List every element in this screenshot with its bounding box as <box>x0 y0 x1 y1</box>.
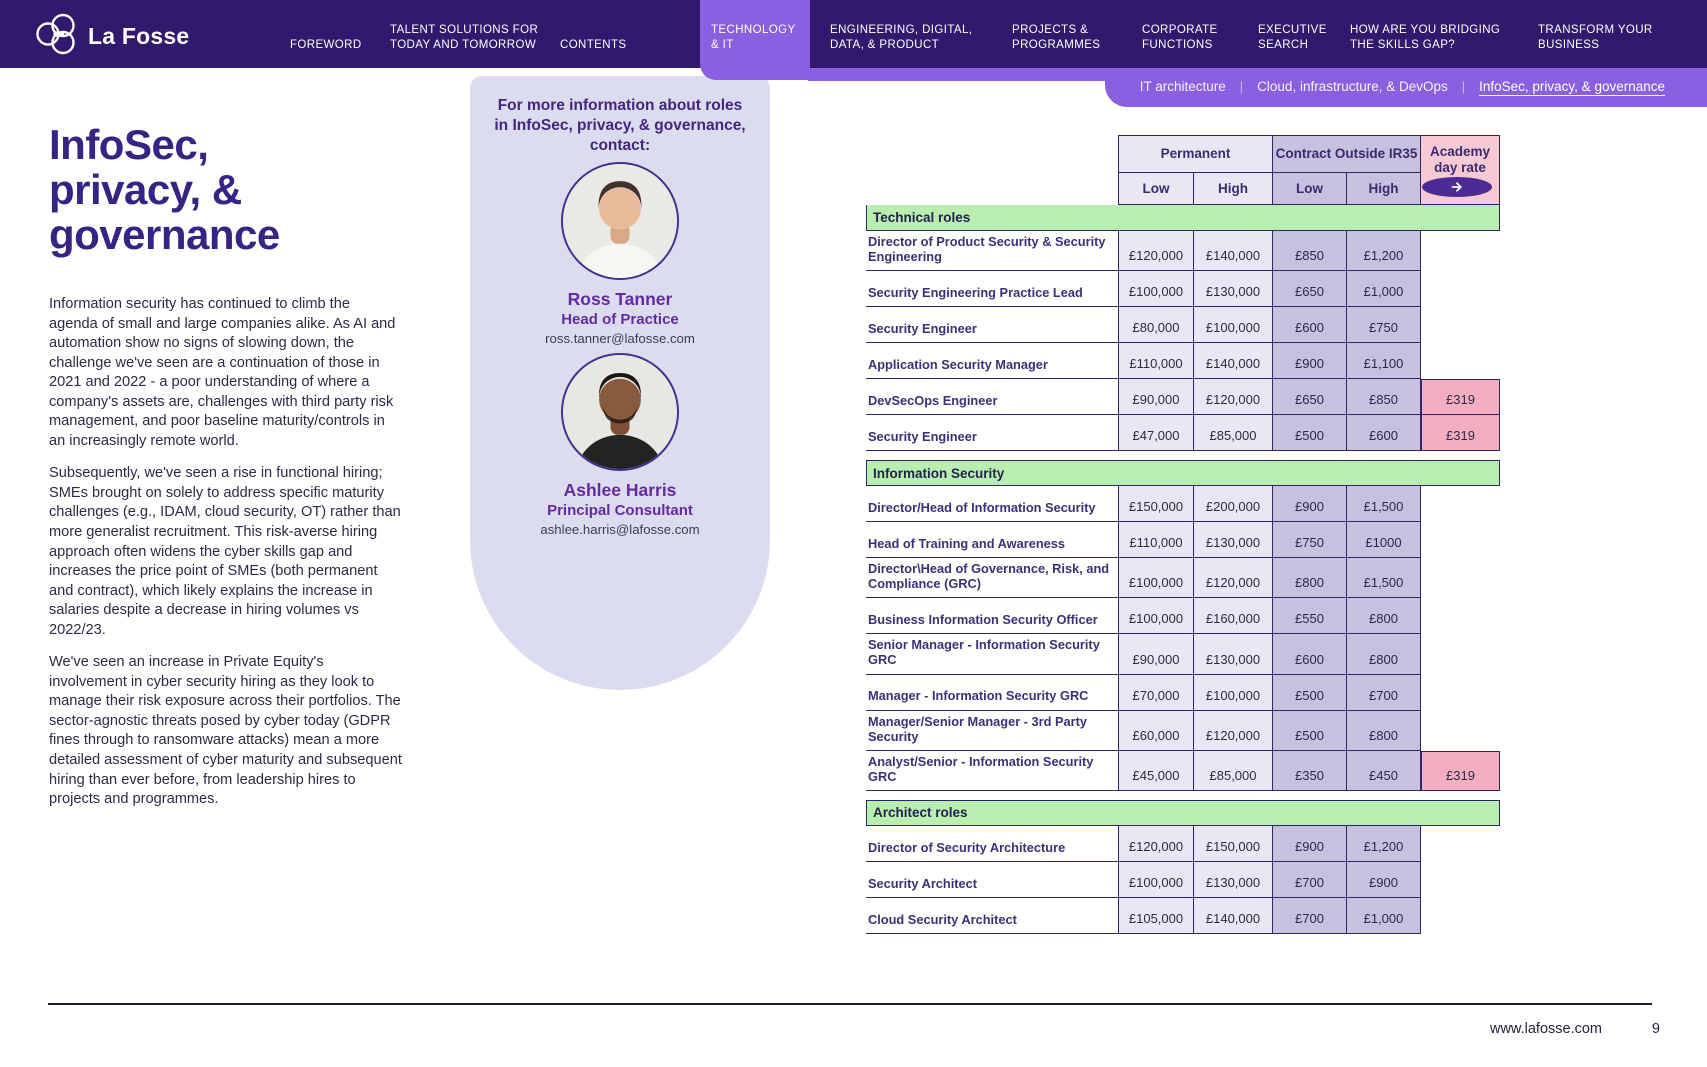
contact-intro: For more information about roles in InfoSec, privacy, & governance, contact: <box>494 97 746 154</box>
salary-cell-perm-low: £150,000 <box>1118 486 1194 522</box>
academy-rate-cell <box>1421 598 1500 634</box>
role-cell: Security Engineering Practice Lead <box>866 271 1118 307</box>
article-paragraph-2: Subsequently, we've seen a rise in functional hiring; SMEs brought on solely to address specific maturity challenges (e.g., IDAM, cloud security, OT) rather than more generalist recruitment. This risk-averse hiring approach often widens the cyber skills gap and increases the price point of SMEs (both permanent and contract), which likely explains the increase in salaries despite a decrease in hiring volumes vs 2022/23. <box>49 465 401 638</box>
salary-cell-contract-low: £600 <box>1273 634 1347 674</box>
role-cell: Manager/Senior Manager - 3rd Party Security <box>866 711 1118 751</box>
footer-page-number: 9 <box>1651 1021 1660 1037</box>
role-cell: Manager - Information Security GRC <box>866 675 1118 711</box>
salary-cell-contract-high: £1,500 <box>1347 486 1421 522</box>
nav-item-technology-it-label: TECHNOLOGY & IT <box>711 24 796 52</box>
subnav <box>1105 68 1707 107</box>
lafosse-logo-icon <box>34 10 80 63</box>
brand-name: La Fosse <box>88 23 190 49</box>
contact-title: Head of Practice <box>561 311 679 329</box>
role-cell: Security Architect <box>866 862 1118 898</box>
salary-cell-perm-high: £85,000 <box>1194 415 1273 451</box>
salary-cell-contract-low: £600 <box>1273 307 1347 343</box>
salary-cell-contract-low: £650 <box>1273 379 1347 415</box>
salary-cell-contract-high: £800 <box>1347 598 1421 634</box>
nav-item-corporate-functions[interactable]: CORPORATE FUNCTIONS <box>1142 24 1218 52</box>
salary-cell-contract-high: £1,000 <box>1347 898 1421 934</box>
salary-cell-perm-high: £100,000 <box>1194 675 1273 711</box>
salary-cell-perm-low: £90,000 <box>1118 379 1194 415</box>
nav-item-engineering-digital[interactable]: ENGINEERING, DIGITAL, DATA, & PRODUCT <box>830 24 973 52</box>
subcolumn-permanent-low: Low <box>1118 173 1194 205</box>
section-gap <box>866 451 1500 460</box>
role-cell: Director of Security Architecture <box>866 826 1118 862</box>
role-cell: Head of Training and Awareness <box>866 522 1118 558</box>
salary-cell-perm-high: £160,000 <box>1194 598 1273 634</box>
salary-cell-perm-high: £130,000 <box>1194 522 1273 558</box>
subnav-separator: | <box>1239 78 1244 94</box>
contact-name: Ashlee Harris <box>563 480 677 501</box>
contact-title: Principal Consultant <box>547 502 693 520</box>
nav-item-projects-programmes[interactable]: PROJECTS & PROGRAMMES <box>1012 24 1101 52</box>
subcolumn-contract-high: High <box>1347 173 1421 205</box>
salary-cell-perm-low: £45,000 <box>1118 751 1194 791</box>
salary-cell-contract-high: £750 <box>1347 307 1421 343</box>
contact-panel <box>470 76 770 690</box>
academy-rate-cell <box>1421 231 1500 271</box>
salary-cell-perm-high: £120,000 <box>1194 379 1273 415</box>
table-spacer <box>866 173 1118 205</box>
salary-cell-contract-low: £900 <box>1273 826 1347 862</box>
top-navbar <box>0 0 1707 68</box>
academy-rate-cell <box>1421 675 1500 711</box>
academy-rate-cell: £319 <box>1421 379 1500 415</box>
salary-cell-contract-low: £650 <box>1273 271 1347 307</box>
salary-cell-perm-low: £100,000 <box>1118 862 1194 898</box>
salary-cell-contract-low: £500 <box>1273 675 1347 711</box>
academy-rate-cell <box>1421 558 1500 598</box>
salary-cell-contract-low: £350 <box>1273 751 1347 791</box>
salary-cell-contract-low: £750 <box>1273 522 1347 558</box>
role-cell: Security Engineer <box>866 307 1118 343</box>
salary-cell-contract-high: £850 <box>1347 379 1421 415</box>
brand[interactable] <box>34 10 189 63</box>
salary-cell-contract-high: £600 <box>1347 415 1421 451</box>
salary-cell-contract-low: £500 <box>1273 415 1347 451</box>
salary-cell-perm-low: £47,000 <box>1118 415 1194 451</box>
role-cell: Senior Manager - Information Security GRC <box>866 634 1118 674</box>
salary-cell-contract-high: £900 <box>1347 862 1421 898</box>
salary-cell-perm-high: £140,000 <box>1194 231 1273 271</box>
academy-rate-cell <box>1421 898 1500 934</box>
salary-cell-perm-high: £130,000 <box>1194 862 1273 898</box>
salary-cell-contract-high: £1,200 <box>1347 231 1421 271</box>
salary-cell-contract-high: £1000 <box>1347 522 1421 558</box>
salary-cell-perm-low: £105,000 <box>1118 898 1194 934</box>
salary-cell-contract-low: £500 <box>1273 711 1347 751</box>
subnav-item-infosec-privacy-governance[interactable]: InfoSec, privacy, & governance <box>1479 78 1665 94</box>
salary-cell-contract-high: £1,500 <box>1347 558 1421 598</box>
salary-cell-contract-low: £700 <box>1273 862 1347 898</box>
academy-rate-cell <box>1421 634 1500 674</box>
article-paragraph-1: Information security has continued to climb the agenda of small and large companies alike. As AI and automation show no signs of slowing down, the challenge we've seen are a continuation of those in 2021 and 2022 - a poor understanding of where a company's assets are, challenges with third party risk management, and poor baseline maturity/controls in an increasingly remote world. <box>49 296 396 449</box>
contact-email[interactable]: ross.tanner@lafosse.com <box>545 331 695 347</box>
role-cell: Director/Head of Information Security <box>866 486 1118 522</box>
academy-rate-cell: £319 <box>1421 415 1500 451</box>
subnav-item-cloud-infrastructure-devops[interactable]: Cloud, infrastructure, & DevOps <box>1257 78 1448 94</box>
salary-cell-perm-high: £130,000 <box>1194 634 1273 674</box>
salary-cell-perm-low: £110,000 <box>1118 343 1194 379</box>
academy-rate-cell <box>1421 522 1500 558</box>
subcolumn-permanent-high: High <box>1194 173 1273 205</box>
salary-cell-perm-low: £110,000 <box>1118 522 1194 558</box>
role-cell: Director of Product Security & Security Engineering <box>866 231 1118 271</box>
academy-rate-cell <box>1421 486 1500 522</box>
contact-photo-ashlee-harris <box>561 353 679 471</box>
academy-rate-cell: £319 <box>1421 751 1500 791</box>
salary-cell-perm-high: £140,000 <box>1194 343 1273 379</box>
salary-cell-perm-high: £120,000 <box>1194 558 1273 598</box>
academy-rate-cell <box>1421 862 1500 898</box>
salary-cell-perm-low: £70,000 <box>1118 675 1194 711</box>
contact-email[interactable]: ashlee.harris@lafosse.com <box>540 522 700 538</box>
subcolumn-contract-low: Low <box>1273 173 1347 205</box>
column-header-contract-outside-ir35: Contract Outside IR35 <box>1273 135 1421 173</box>
salary-cell-perm-low: £100,000 <box>1118 271 1194 307</box>
role-cell: Analyst/Senior - Information Security GRC <box>866 751 1118 791</box>
salary-cell-perm-low: £80,000 <box>1118 307 1194 343</box>
nav-item-talent-solutions[interactable]: TALENT SOLUTIONS FOR TODAY AND TOMORROW <box>390 24 539 52</box>
footer-divider <box>48 1003 1652 1005</box>
role-cell: Application Security Manager <box>866 343 1118 379</box>
contact-photo-ross-tanner <box>561 162 679 280</box>
academy-rate-cell <box>1421 307 1500 343</box>
salary-cell-contract-low: £700 <box>1273 898 1347 934</box>
salary-cell-perm-low: £100,000 <box>1118 598 1194 634</box>
table-corner-spacer <box>866 135 1118 173</box>
section-header: Information Security <box>866 460 1500 486</box>
contact-name: Ross Tanner <box>567 289 673 310</box>
salary-cell-contract-high: £450 <box>1347 751 1421 791</box>
salary-cell-contract-low: £850 <box>1273 231 1347 271</box>
subnav-separator: | <box>1461 78 1466 94</box>
column-header-permanent: Permanent <box>1118 135 1273 173</box>
academy-rate-cell <box>1421 343 1500 379</box>
page-title: InfoSec, privacy, & governance <box>49 121 280 258</box>
salary-cell-perm-high: £200,000 <box>1194 486 1273 522</box>
article-paragraph-3: We've seen an increase in Private Equity's involvement in cyber security hiring as they look to manage their risk exposure across their portfolios. The sector-agnostic threats posed by cyber today (GDPR fines through to ransomware attacks) mean a more detailed assessment of cyber maturity and subsequent hiring than ever before, from leadership hires to projects and programmes. <box>49 654 402 808</box>
salary-cell-perm-high: £140,000 <box>1194 898 1273 934</box>
arrow-right-icon[interactable] <box>1422 177 1492 197</box>
salary-cell-perm-high: £130,000 <box>1194 271 1273 307</box>
role-cell: DevSecOps Engineer <box>866 379 1118 415</box>
salary-cell-contract-low: £900 <box>1273 486 1347 522</box>
nav-item-transform-business[interactable]: TRANSFORM YOUR BUSINESS <box>1538 24 1653 52</box>
nav-item-bridging-skills-gap[interactable]: HOW ARE YOU BRIDGING THE SKILLS GAP? <box>1350 24 1501 52</box>
salary-cell-contract-low: £550 <box>1273 598 1347 634</box>
academy-rate-cell <box>1421 826 1500 862</box>
salary-cell-contract-high: £800 <box>1347 711 1421 751</box>
nav-item-foreword[interactable]: FOREWORD <box>290 39 362 51</box>
role-cell: Business Information Security Officer <box>866 598 1118 634</box>
salary-cell-perm-low: £120,000 <box>1118 826 1194 862</box>
academy-header-label: Academy day rate <box>1429 144 1491 176</box>
salary-cell-contract-high: £1,000 <box>1347 271 1421 307</box>
column-header-academy-day-rate <box>1421 135 1500 205</box>
salary-cell-perm-low: £120,000 <box>1118 231 1194 271</box>
article-body <box>49 295 402 810</box>
role-cell: Security Engineer <box>866 415 1118 451</box>
role-cell: Director\Head of Governance, Risk, and Compliance (GRC) <box>866 558 1118 598</box>
academy-rate-cell <box>1421 271 1500 307</box>
salary-cell-contract-high: £1,100 <box>1347 343 1421 379</box>
salary-cell-perm-low: £60,000 <box>1118 711 1194 751</box>
salary-cell-contract-high: £1,200 <box>1347 826 1421 862</box>
section-gap <box>866 791 1500 800</box>
nav-item-technology-it-active[interactable] <box>700 0 810 80</box>
salary-cell-contract-low: £800 <box>1273 558 1347 598</box>
salary-table <box>866 135 1500 934</box>
role-cell: Cloud Security Architect <box>866 898 1118 934</box>
salary-cell-contract-high: £800 <box>1347 634 1421 674</box>
section-header: Technical roles <box>866 205 1500 231</box>
salary-cell-contract-low: £900 <box>1273 343 1347 379</box>
nav-item-contents[interactable]: CONTENTS <box>560 39 627 51</box>
salary-cell-perm-high: £100,000 <box>1194 307 1273 343</box>
salary-cell-perm-high: £85,000 <box>1194 751 1273 791</box>
salary-cell-perm-high: £120,000 <box>1194 711 1273 751</box>
salary-cell-perm-high: £150,000 <box>1194 826 1273 862</box>
subnav-item-it-architecture[interactable]: IT architecture <box>1139 78 1226 94</box>
salary-cell-contract-high: £700 <box>1347 675 1421 711</box>
nav-item-executive-search[interactable]: EXECUTIVE SEARCH <box>1258 24 1327 52</box>
salary-cell-perm-low: £100,000 <box>1118 558 1194 598</box>
section-header: Architect roles <box>866 800 1500 826</box>
academy-rate-cell <box>1421 711 1500 751</box>
footer-website-link[interactable]: www.lafosse.com <box>1489 1021 1602 1037</box>
salary-cell-perm-low: £90,000 <box>1118 634 1194 674</box>
